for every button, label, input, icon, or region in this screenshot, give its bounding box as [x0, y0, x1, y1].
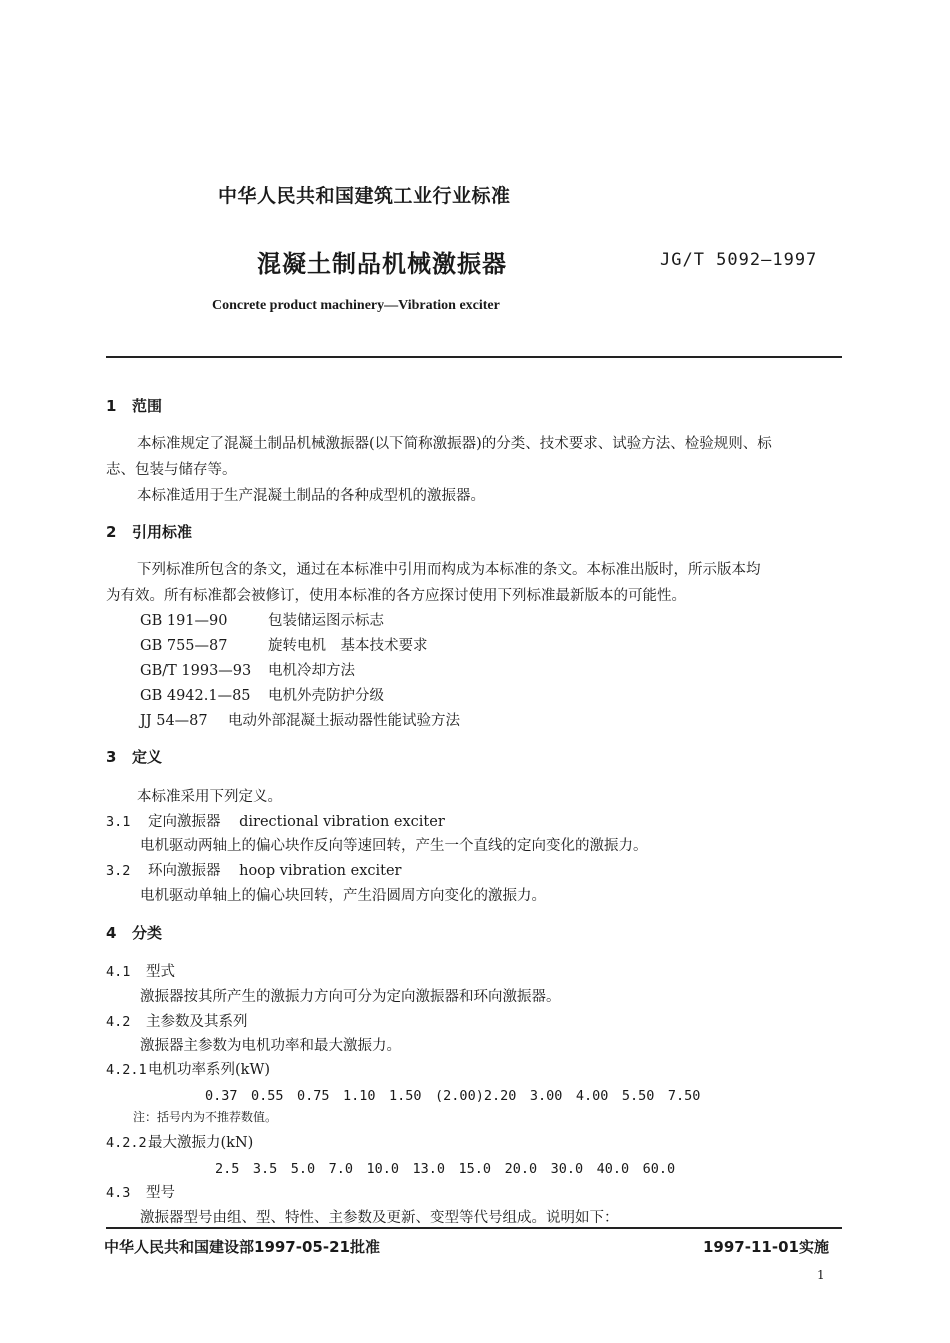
paragraph: 本标准适用于生产混凝土制品的各种成型机的激振器。 [137, 488, 485, 504]
definition-term: 3.2 环向激振器 hoop vibration exciter [106, 863, 402, 879]
standard-code: JG/T 5092—1997 [660, 250, 818, 270]
reference-item: GB 191—90 包装储运图示标志 [140, 613, 384, 629]
page-number: 1 [817, 1268, 825, 1282]
force-series-values: 2.5 3.5 5.0 7.0 10.0 13.0 15.0 20.0 30.0 40.0 60.0 [215, 1161, 676, 1177]
clause-heading: 4.3 型号 [106, 1185, 175, 1201]
paragraph: 本标准规定了混凝土制品机械激振器(以下简称激振器)的分类、技术要求、试验方法、检验规则、标 [137, 436, 772, 452]
clause-heading: 4.2.2最大激振力(kN) [106, 1135, 254, 1151]
reference-item: JJ 54—87 电动外部混凝土振动器性能试验方法 [140, 713, 460, 729]
note: 注：括号内为不推荐数值。 [133, 1110, 278, 1124]
clause-heading: 4.2.1电机功率系列(kW) [106, 1062, 271, 1078]
section-heading-3: 3 定义 [106, 748, 163, 766]
standard-title: 混凝土制品机械激振器 [257, 250, 507, 278]
approval-date: 中华人民共和国建设部1997-05-21批准 [104, 1238, 380, 1256]
power-series-values: 0.37 0.55 0.75 1.10 1.50 (2.00)2.20 3.00 4.00 5.50 7.50 [205, 1088, 701, 1104]
english-title: Concrete product machinery—Vibration exciter [212, 298, 500, 313]
paragraph: 本标准采用下列定义。 [137, 789, 282, 805]
effective-date: 1997-11-01实施 [703, 1238, 829, 1256]
paragraph: 激振器型号由组、型、特性、主参数及更新、变型等代号组成。说明如下： [140, 1210, 619, 1226]
definition-text: 电机驱动单轴上的偏心块回转，产生沿圆周方向变化的激振力。 [140, 888, 546, 904]
footer-divider [106, 1227, 842, 1229]
clause-heading: 4.1 型式 [106, 964, 175, 980]
clause-heading: 4.2 主参数及其系列 [106, 1014, 248, 1030]
paragraph: 激振器主参数为电机功率和最大激振力。 [140, 1038, 401, 1054]
reference-item: GB/T 1993—93 电机冷却方法 [140, 663, 355, 679]
paragraph: 为有效。所有标准都会被修订，使用本标准的各方应探讨使用下列标准最新版本的可能性。 [106, 588, 686, 604]
reference-item: GB 755—87 旋转电机 基本技术要求 [140, 638, 428, 654]
section-heading-2: 2 引用标准 [106, 523, 193, 541]
paragraph: 下列标准所包含的条文，通过在本标准中引用而构成为本标准的条文。本标准出版时，所示版本均 [137, 562, 761, 578]
section-heading-1: 1 范围 [106, 397, 163, 415]
paragraph: 激振器按其所产生的激振力方向可分为定向激振器和环向激振器。 [140, 989, 561, 1005]
paragraph: 志、包装与储存等。 [106, 462, 237, 478]
definition-term: 3.1 定向激振器 directional vibration exciter [106, 814, 445, 830]
definition-text: 电机驱动两轴上的偏心块作反向等速回转，产生一个直线的定向变化的激振力。 [140, 838, 648, 854]
header-divider [106, 356, 842, 358]
issuing-body-header: 中华人民共和国建筑工业行业标准 [218, 185, 511, 207]
reference-item: GB 4942.1—85 电机外壳防护分级 [140, 688, 384, 704]
section-heading-4: 4 分类 [106, 924, 163, 942]
